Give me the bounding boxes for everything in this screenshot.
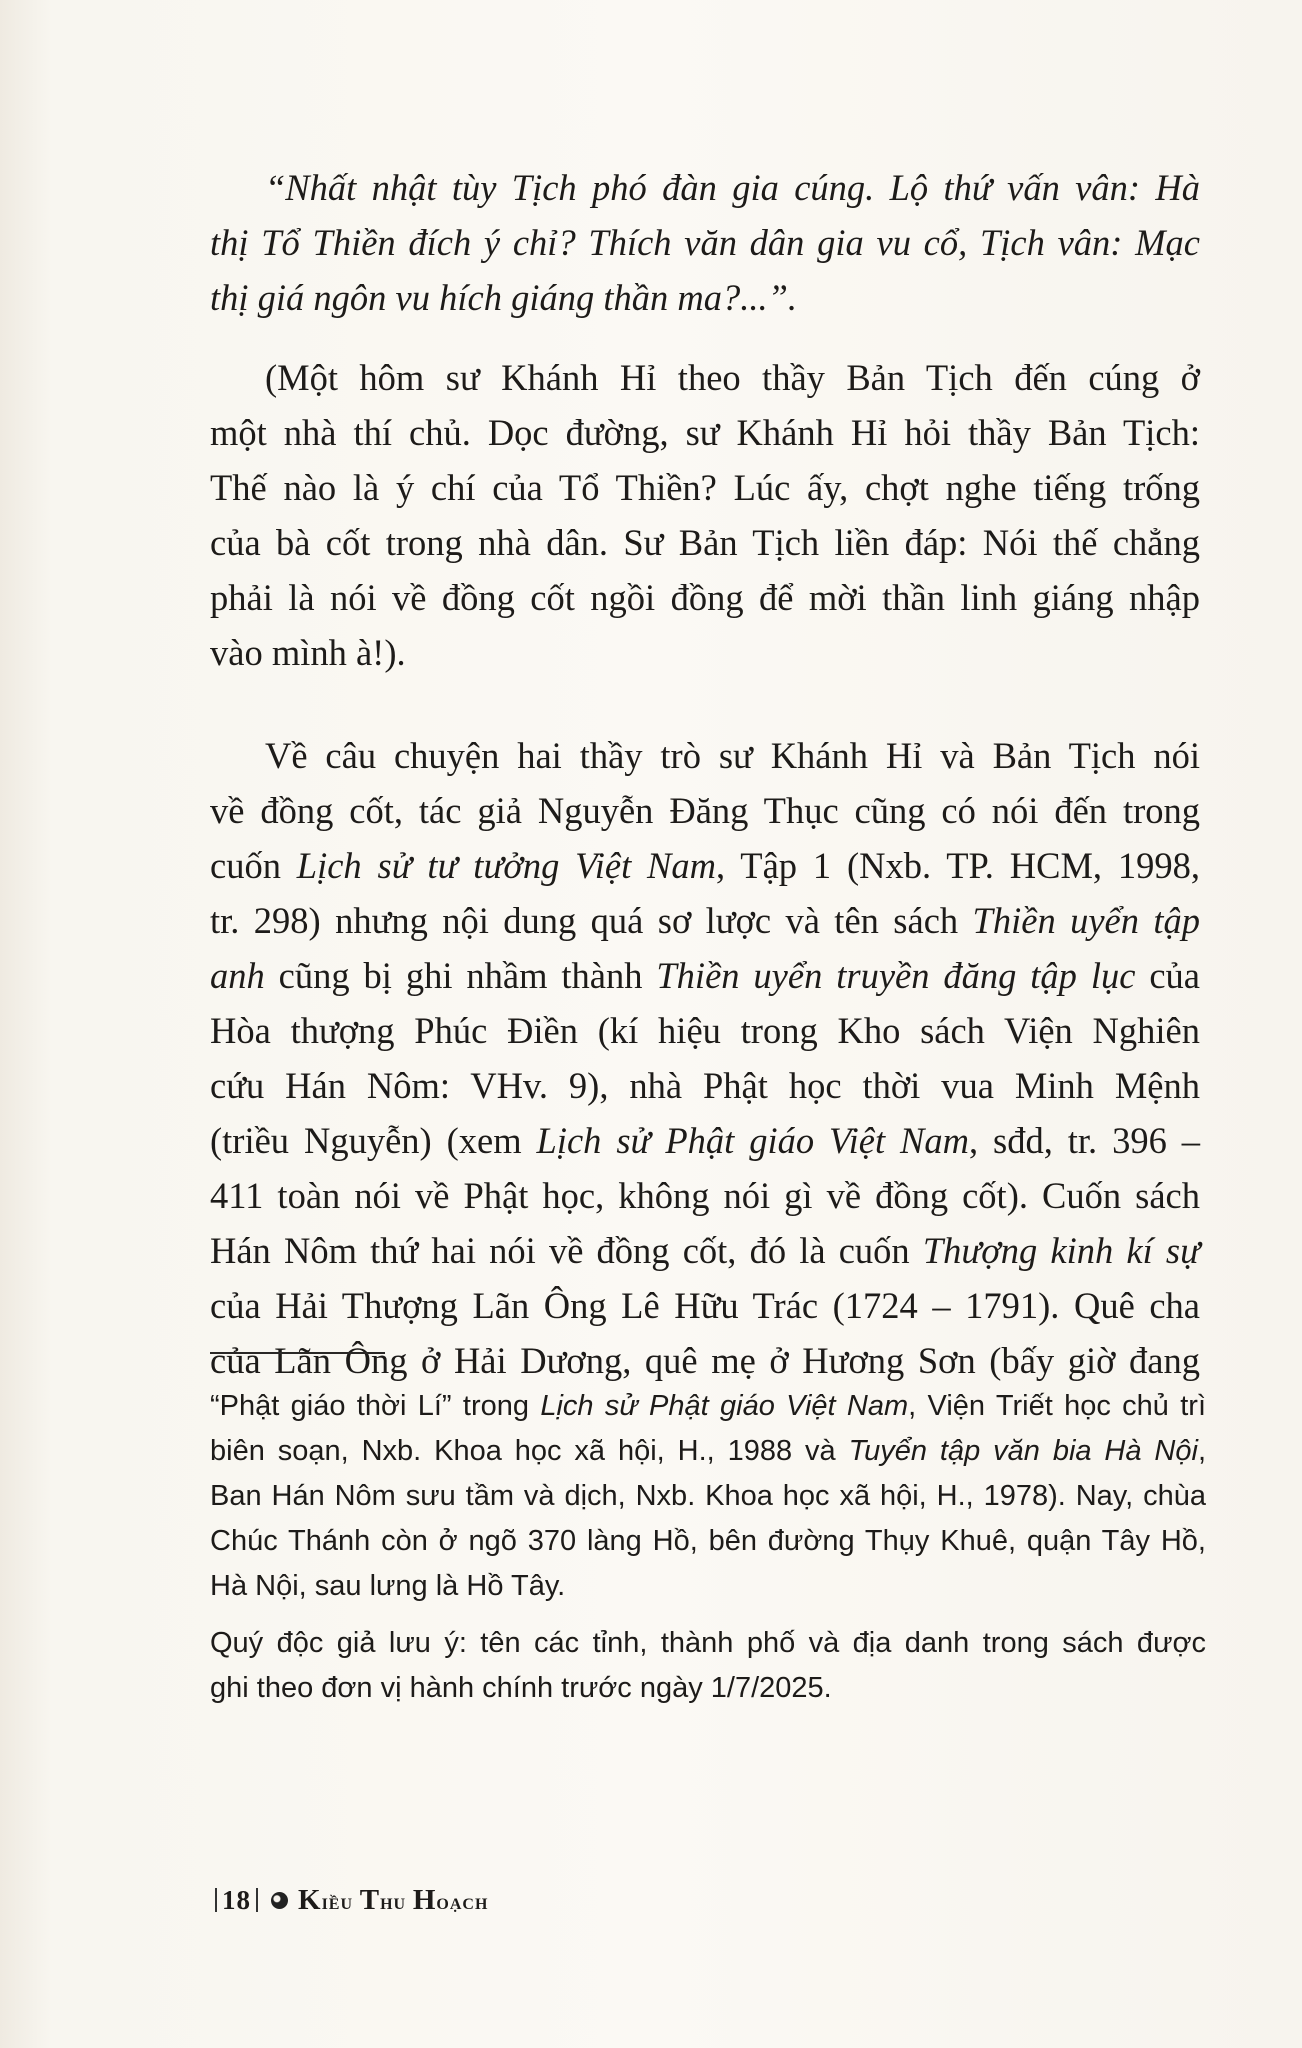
footnote-line-5: Hà Nội, sau lưng là Hồ Tây. — [210, 1570, 566, 1602]
book-title-thien-uyen-truyen-dang: Thiền uyển truyền đăng tập lục — [656, 955, 1136, 996]
book-title-thuong-kinh-ki-su: Thượng kinh kí sự — [922, 1230, 1200, 1271]
book-title-thien-uyen-tap-anh-1: Thiền uyển tập — [972, 900, 1201, 941]
quote-line-1: “Nhất nhật tùy Tịch phó đàn gia cúng. Lộ thứ vấn vân: Hà — [265, 167, 1200, 208]
notice-line-1: Quý độc giả lưu ý: tên các tỉnh, thành phố và địa danh trong sách được — [210, 1627, 1206, 1659]
main-line-5-b: cũng bị ghi nhầm thành — [264, 955, 657, 996]
main-line-8 — [210, 1113, 1200, 1168]
main-line-11: của Hải Thượng Lãn Ông Lê Hữu Trác (1724 – 1791). Quê cha — [210, 1285, 1200, 1326]
main-line-3 — [210, 838, 1200, 893]
page-number-left-bar — [215, 1888, 217, 1912]
main-line-8-a: (triều Nguyễn) (xem — [210, 1120, 537, 1161]
quote-line-2: thị Tổ Thiền đích ý chỉ? Thích văn dân gia vu cổ, Tịch vân: Mạc — [210, 222, 1200, 263]
footnote-gap — [210, 1609, 1206, 1621]
footnote-divider — [210, 1352, 385, 1354]
footnote-book-title-1: Lịch sử Phật giáo Việt Nam — [540, 1390, 909, 1422]
main-line-2: về đồng cốt, tác giả Nguyễn Đăng Thục cũng có nói đến trong — [210, 790, 1200, 831]
author-part-1: iều — [321, 1888, 360, 1914]
page-number-right-bar — [256, 1888, 258, 1912]
footnote-line-2-a: biên soạn, Nxb. Khoa học xã hội, H., 1988 và — [210, 1435, 849, 1467]
main-line-3-c: , Tập 1 (Nxb. TP. HCM, 1998, — [716, 845, 1200, 886]
footnote-book-title-2: Tuyển tập văn bia Hà Nội — [848, 1435, 1198, 1467]
book-title-thien-uyen-tap-anh-2: anh — [210, 955, 265, 996]
main-line-10-a: Hán Nôm thứ hai nói về đồng cốt, đó là cuốn — [210, 1230, 923, 1271]
main-line-9: 411 toàn nói về Phật học, không nói gì về đồng cốt). Cuốn sách — [210, 1175, 1200, 1216]
main-line-4 — [210, 893, 1200, 948]
main-line-5 — [210, 948, 1200, 1003]
author-part-2: hu — [380, 1888, 413, 1914]
main-line-4-a: tr. 298) nhưng nội dung quá sơ lược và tên sách — [210, 900, 973, 941]
footnote-line-2-c: , — [1197, 1435, 1206, 1467]
main-line-7: cứu Hán Nôm: VHv. 9), nhà Phật học thời vua Minh Mệnh — [210, 1065, 1200, 1106]
quote-block — [210, 160, 1200, 325]
translation-line-2: một nhà thí chủ. Dọc đường, sư Khánh Hỉ hỏi thầy Bản Tịch: — [210, 412, 1200, 453]
main-line-8-c: , sđd, tr. 396 – — [968, 1120, 1200, 1161]
footnote-line-1-a: “Phật giáo thời Lí” trong — [210, 1390, 541, 1422]
author-part-3: oạch — [436, 1888, 489, 1914]
notice-line-2: ghi theo đơn vị hành chính trước ngày 1/7/2025. — [210, 1672, 832, 1704]
author-initial-3: H — [412, 1883, 437, 1916]
main-paragraph — [210, 728, 1200, 1388]
translation-paragraph — [210, 350, 1200, 680]
footnote-line-1 — [210, 1384, 1206, 1429]
main-line-10 — [210, 1223, 1200, 1278]
translation-line-3: Thế nào là ý chí của Tổ Thiền? Lúc ấy, chợt nghe tiếng trống — [210, 467, 1200, 508]
page-number: 18 — [222, 1884, 251, 1915]
quote-line-3: thị giá ngôn vu hích giáng thần ma?...”. — [210, 277, 798, 318]
author-initial-1: K — [298, 1883, 322, 1916]
footnote-block — [210, 1384, 1206, 1711]
footnote-line-1-c: , Viện Triết học chủ trì — [908, 1390, 1207, 1422]
main-line-6: Hòa thượng Phúc Điền (kí hiệu trong Kho sách Viện Nghiên — [210, 1010, 1200, 1051]
translation-line-1: (Một hôm sư Khánh Hỉ theo thầy Bản Tịch đến cúng ở — [265, 357, 1200, 398]
main-line-12: của Lãn Ông ở Hải Dương, quê mẹ ở Hương Sơn (bấy giờ đang — [210, 1340, 1200, 1381]
author-name — [298, 1884, 488, 1917]
translation-line-5: phải là nói về đồng cốt ngồi đồng để mời thần linh giáng nhập — [210, 577, 1200, 618]
translation-line-4: của bà cốt trong nhà dân. Sư Bản Tịch liền đáp: Nói thế chẳng — [210, 522, 1200, 563]
translation-line-6: vào mình à!). — [210, 632, 406, 673]
footnote-line-4: Chúc Thánh còn ở ngõ 370 làng Hồ, bên đường Thụy Khuê, quận Tây Hồ, — [210, 1525, 1206, 1557]
main-line-1: Về câu chuyện hai thầy trò sư Khánh Hỉ và Bản Tịch nói — [265, 735, 1200, 776]
footnote-line-2 — [210, 1429, 1206, 1474]
author-initial-2: T — [359, 1883, 381, 1916]
main-line-3-a: cuốn — [210, 845, 297, 886]
page-footer — [210, 1880, 488, 1920]
book-title-lich-su-tu-tuong: Lịch sử tư tưởng Việt Nam — [296, 845, 717, 886]
main-line-5-d: của — [1135, 955, 1200, 996]
footnote-line-3: Ban Hán Nôm sưu tầm và dịch, Nxb. Khoa học xã hội, H., 1978). Nay, chùa — [210, 1480, 1206, 1512]
book-title-lich-su-phat-giao: Lịch sử Phật giáo Việt Nam — [536, 1120, 969, 1161]
ornament-icon — [271, 1892, 288, 1909]
